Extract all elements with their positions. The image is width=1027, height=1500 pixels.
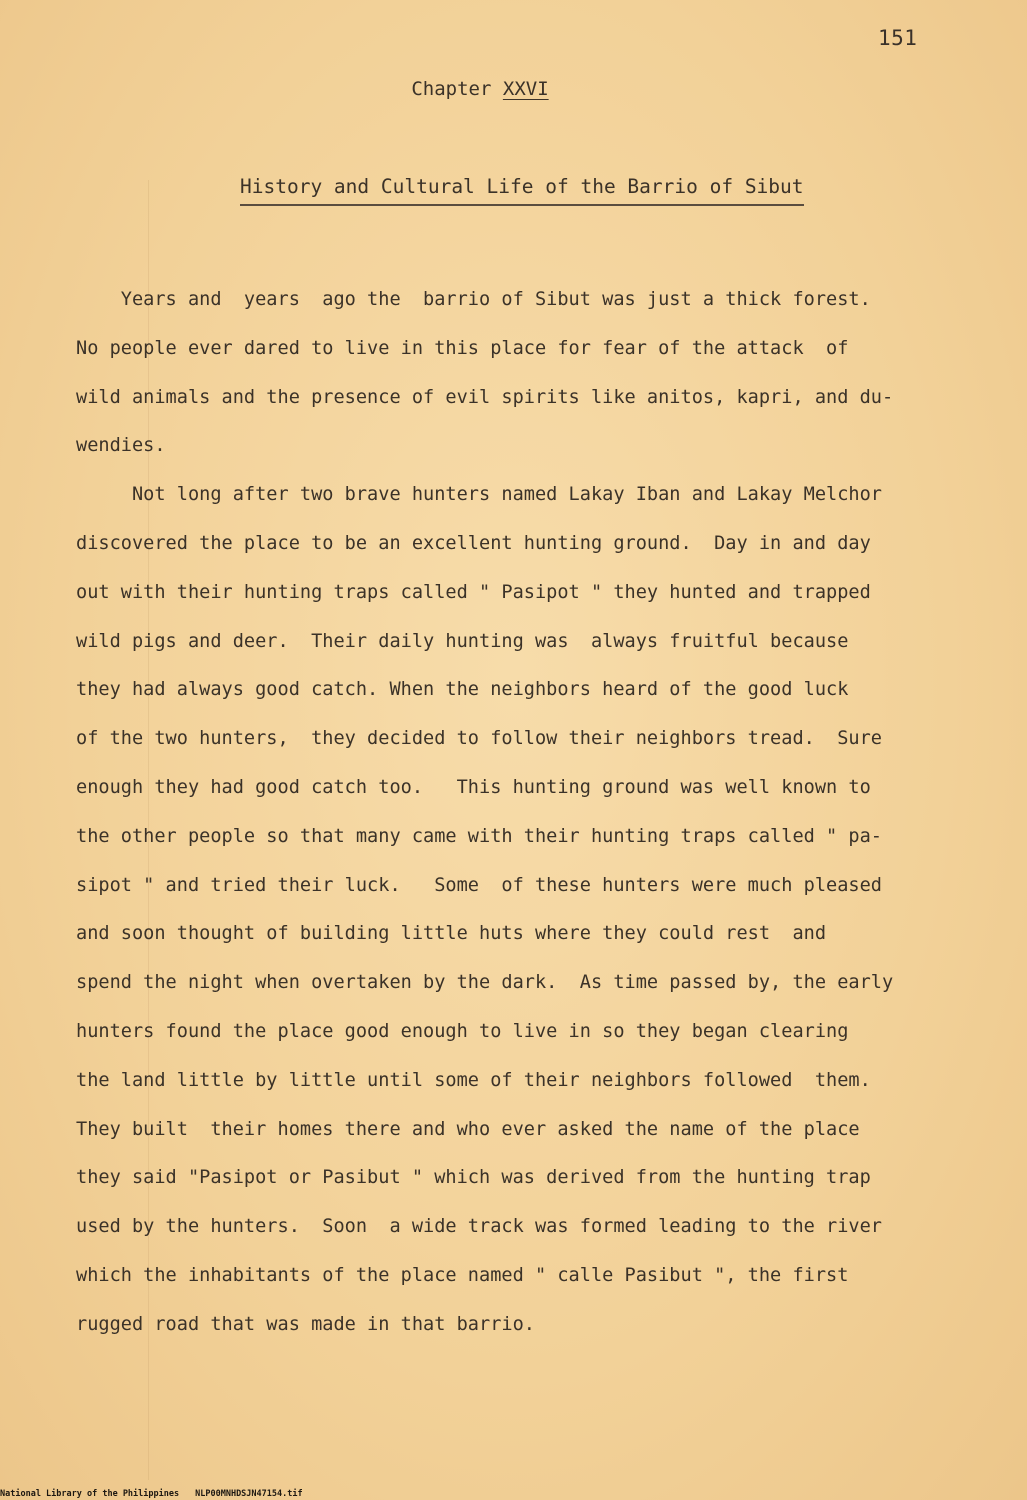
text-line: sipot " and tried their luck. Some of these hunters were much pleased	[76, 874, 882, 896]
text-line: they had always good catch. When the neighbors heard of the good luck	[76, 679, 849, 701]
chapter-label: Chapter	[411, 78, 492, 100]
page-number: 151	[878, 26, 918, 50]
scan-footer	[0, 1489, 303, 1499]
text-line: used by the hunters. Soon a wide track was formed leading to the river	[76, 1216, 882, 1238]
text-line: the other people so that many came with their hunting traps called " pa-	[76, 825, 882, 847]
text-line: discovered the place to be an excellent hunting ground. Day in and day	[76, 532, 871, 554]
text-line: hunters found the place good enough to live in so they began clearing	[76, 1020, 849, 1042]
text-line: which the inhabitants of the place named " calle Pasibut ", the first	[76, 1264, 849, 1286]
text-line: the land little by little until some of their neighbors followed them.	[76, 1069, 871, 1091]
text-line: enough they had good catch too. This hunting ground was well known to	[76, 776, 871, 798]
text-line: wild pigs and deer. Their daily hunting was always fruitful because	[76, 630, 849, 652]
text-line: They built their homes there and who ever asked the name of the place	[76, 1118, 860, 1140]
chapter-heading	[0, 78, 960, 100]
text-line: of the two hunters, they decided to follow their neighbors tread. Sure	[76, 728, 882, 750]
document-title: History and Cultural Life of the Barrio of Sibut	[240, 175, 804, 206]
text-line: spend the night when overtaken by the dark. As time passed by, the early	[76, 972, 894, 994]
text-line: and soon thought of building little huts where they could rest and	[76, 923, 827, 945]
text-line: wendies.	[76, 435, 166, 457]
text-line: Not long after two brave hunters named Lakay Iban and Lakay Melchor	[76, 484, 882, 506]
text-line: rugged road that was made in that barrio.	[76, 1313, 535, 1335]
chapter-number: XXVI	[502, 78, 549, 100]
text-line: wild animals and the presence of evil spirits like anitos, kapri, and du-	[76, 386, 894, 408]
text-line: Years and years ago the barrio of Sibut was just a thick forest.	[76, 289, 871, 310]
file-name: NLP00MNHDSJN47154.tif	[195, 1489, 303, 1499]
text-line: No people ever dared to live in this place for fear of the attack of	[76, 337, 849, 359]
library-credit: National Library of the Philippines	[0, 1489, 180, 1499]
text-line: they said "Pasipot or Pasibut " which was derived from the hunting trap	[76, 1167, 871, 1189]
body-text	[76, 276, 968, 1350]
text-line: out with their hunting traps called " Pasipot " they hunted and trapped	[76, 581, 871, 603]
